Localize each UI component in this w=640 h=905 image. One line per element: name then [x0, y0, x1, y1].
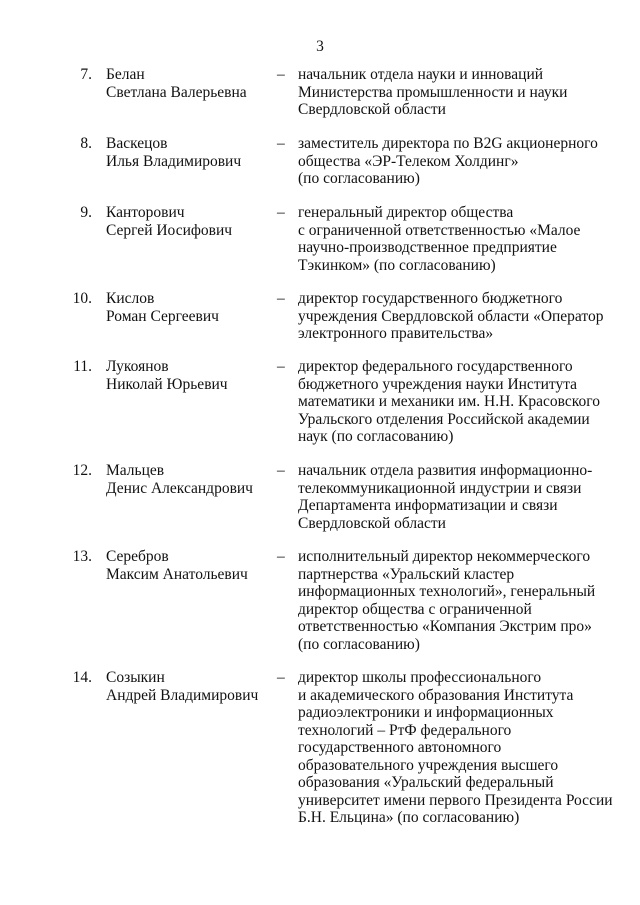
name-line: Роман Сергеевич [106, 307, 219, 325]
name-line: Андрей Владимирович [106, 686, 259, 704]
position-line: образовательного учреждения высшего [298, 756, 559, 774]
item-number: 14. [72, 669, 92, 686]
position-line: исполнительный директор некоммерческого [298, 548, 591, 565]
page-number: 3 [316, 38, 324, 55]
member-position [298, 548, 613, 653]
member-position [298, 135, 613, 188]
name-line: Серебров [106, 548, 169, 565]
name-line: Васкецов [106, 135, 168, 152]
member-name [106, 548, 271, 583]
position-line: математики и механики им. Н.Н. Красовского [298, 393, 600, 410]
separator-dash: – [277, 462, 285, 479]
position-line: начальник отдела развития информационно- [298, 462, 593, 479]
name-line: Лукоянов [106, 358, 169, 375]
item-number: 7. [80, 66, 92, 83]
item-number: 12. [72, 462, 92, 479]
position-line: Департамента информатизации и связи [298, 497, 558, 514]
position-line: директор общества с ограниченной [298, 600, 532, 618]
position-line: партнерства «Уральский кластер [298, 565, 515, 583]
name-line: Светлана Валерьевна [106, 83, 247, 101]
position-line: бюджетного учреждения науки Института [298, 375, 578, 393]
position-line: наук (по согласованию) [298, 428, 454, 445]
name-line: Сергей Иосифович [106, 221, 233, 239]
position-line: Министерства промышленности и науки [298, 83, 568, 101]
member-position [298, 290, 613, 343]
position-line: заместитель директора по B2G акционерного [298, 135, 598, 152]
separator-dash: – [277, 358, 285, 375]
separator-dash: – [277, 548, 285, 565]
position-line: ответственностью «Компания Экстрим про» [298, 618, 592, 635]
position-line: Б.Н. Ельцина» (по согласованию) [298, 809, 520, 826]
name-line: Канторович [106, 204, 185, 221]
name-line: Кислов [106, 290, 155, 307]
item-number: 13. [72, 548, 92, 565]
member-name [106, 358, 271, 393]
position-line: с ограниченной ответственностью «Малое [298, 221, 581, 239]
position-line: (по согласованию) [298, 170, 420, 187]
position-line: директор федерального государственного [298, 358, 573, 375]
member-position [298, 669, 613, 827]
item-number: 11. [73, 358, 92, 375]
position-line: технологий – РтФ федерального [298, 721, 512, 739]
member-position [298, 204, 613, 274]
position-line: образования «Уральский федеральный [298, 774, 554, 791]
name-line: Илья Владимирович [106, 152, 242, 170]
item-number: 10. [72, 290, 92, 307]
separator-dash: – [277, 204, 285, 221]
member-name [106, 135, 271, 170]
position-line: информационных технологий», генеральный [298, 583, 596, 600]
member-position [298, 462, 613, 532]
position-line: радиоэлектроники и информационных [298, 704, 554, 721]
name-line: Созыкин [106, 669, 165, 686]
member-name [106, 669, 271, 704]
member-name [106, 66, 271, 101]
position-line: начальник отдела науки и инноваций [298, 66, 544, 83]
position-line: университет имени первого Президента России [298, 791, 613, 809]
position-line: государственного автономного [298, 739, 502, 756]
position-line: учреждения Свердловской области «Оператор [298, 307, 604, 325]
name-line: Белан [106, 66, 145, 83]
position-line: общества «ЭР-Телеком Холдинг» [298, 152, 519, 170]
position-line: Уральского отделения Российской академии [298, 410, 590, 428]
position-line: электронного правительства» [298, 325, 494, 342]
position-line: и академического образования Института [298, 686, 574, 704]
position-line: Свердловской области [298, 101, 446, 118]
member-name [106, 462, 271, 497]
member-position [298, 358, 613, 446]
separator-dash: – [277, 135, 285, 152]
position-line: Свердловской области [298, 514, 446, 532]
position-line: телекоммуникационной индустрии и связи [298, 479, 582, 497]
item-number: 8. [80, 135, 92, 152]
member-name [106, 290, 271, 325]
position-line: научно-производственное предприятие [298, 239, 557, 256]
member-position [298, 66, 613, 119]
name-line: Николай Юрьевич [106, 375, 228, 393]
position-line: (по согласованию) [298, 635, 420, 653]
separator-dash: – [277, 290, 285, 307]
name-line: Мальцев [106, 462, 165, 479]
position-line: директор школы профессионального [298, 669, 542, 686]
position-line: директор государственного бюджетного [298, 290, 563, 307]
name-line: Денис Александрович [106, 479, 253, 497]
name-line: Максим Анатольевич [106, 565, 248, 583]
separator-dash: – [277, 66, 285, 83]
item-number: 9. [80, 204, 92, 221]
member-name [106, 204, 271, 239]
position-line: Тэкинком» (по согласованию) [298, 256, 496, 274]
separator-dash: – [277, 669, 285, 686]
position-line: генеральный директор общества [298, 204, 514, 221]
